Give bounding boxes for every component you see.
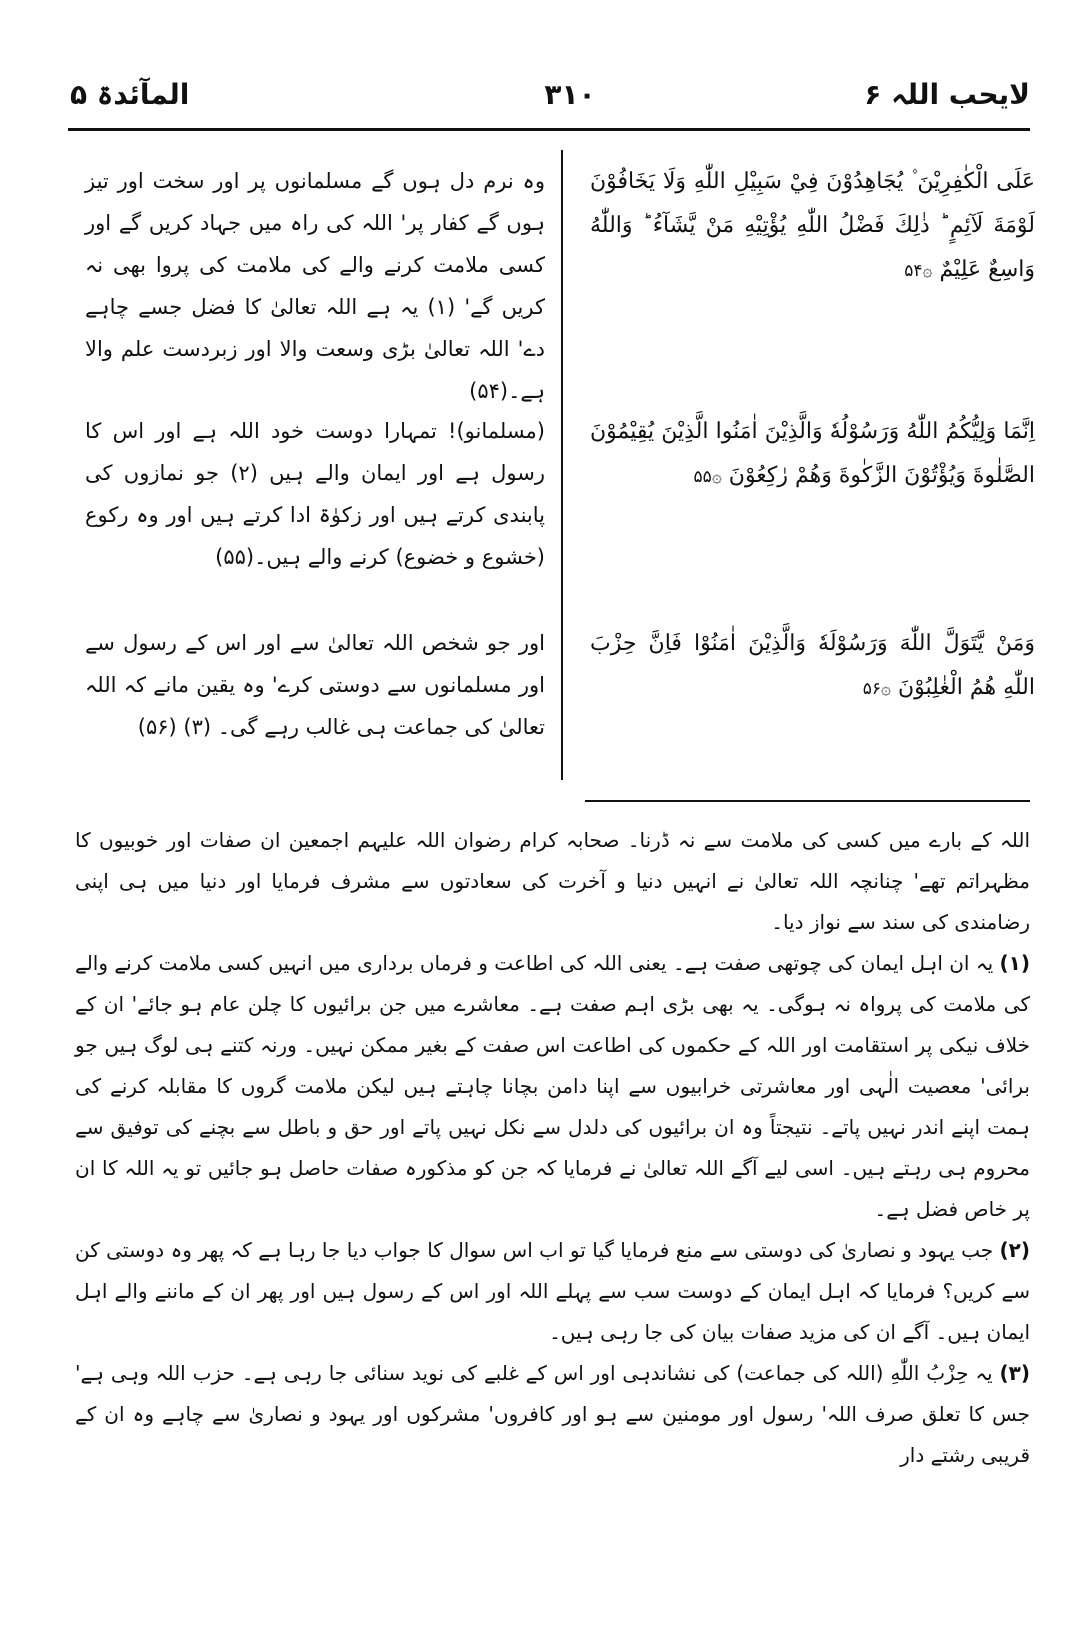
urdu-translation: وہ نرم دل ہوں گے مسلمانوں پر اور سخت اور تیز ہوں گے کفار پر' اللہ کی راہ میں جہاد کریں گے اور کسی ملامت کرنے والے کی ملامت کی پروا بھی نہ کریں گے' (۱) یہ ہے اللہ تعالیٰ کا فضل جسے چاہے دے' اللہ تعالیٰ بڑی وسعت والا اور زبردست علم والا ہے۔(۵۴) <box>85 169 545 403</box>
footnote-marker: (۱) <box>999 951 1030 975</box>
arabic-verse: اِنَّمَا وَلِيُّكُمُ اللّٰهُ وَرَسُوْلُهٗ وَالَّذِيْنَ اٰمَنُوا الَّذِيْنَ يُقِيْمُوْنَ الصَّلٰوةَ وَيُؤْتُوْنَ الزَّكٰوةَ وَهُمْ رٰكِعُوْنَ ۞۵۵ <box>590 419 1035 488</box>
footnote-paragraph <box>75 943 1030 1230</box>
arabic-verse-text: وَمَنْ يَّتَوَلَّ اللّٰهَ وَرَسُوْلَهٗ وَالَّذِيْنَ اٰمَنُوْا فَاِنَّ حِزْبَ اللّٰهِ هُمُ الْغٰلِبُوْنَ <box>590 631 1035 700</box>
page-header <box>70 78 1030 124</box>
footnotes <box>75 820 1030 1476</box>
footnote-text: جب یہود و نصاریٰ کی دوستی سے منع فرمایا گیا تو اب اس سوال کا جواب دیا جا رہا ہے کہ پھر وہ دوستی کن سے کریں؟ فرمایا کہ اہل ایمان کے دوست سب سے پہلے اللہ اور اس کے رسول ہیں اور پھر ان کے ماننے والے اہل ایمان ہیں۔ آگے ان کی مزید صفات بیان کی جا رہی ہیں۔ <box>75 1238 1030 1344</box>
verse-number: ۵۵ <box>693 467 712 487</box>
verse-number: ۵۶ <box>862 679 882 699</box>
footnote-marker: (۳) <box>999 1361 1031 1385</box>
arabic-verse-text: عَلَى الْكٰفِرِيْنَ ۫ يُجَاهِدُوْنَ فِيْ سَبِيْلِ اللّٰهِ وَلَا يَخَافُوْنَ لَوْمَةَ لَآئِمٍ ؕ ذٰلِكَ فَضْلُ اللّٰهِ يُؤْتِيْهِ مَنْ يَّشَآءُ ؕ وَاللّٰهُ وَاسِعٌ عَلِيْمٌ <box>590 169 1035 282</box>
header-rule <box>68 128 1030 131</box>
page-number: ۳۱۰ <box>544 78 596 111</box>
footnote-text: یہ حِزْبُ اللّٰهِ (اللہ کی جماعت) کی نشاندہی اور اس کے غلبے کی نوید سنائی جا رہی ہے۔ حزب اللہ وہی ہے' جس کا تعلق صرف اللہ' رسول اور مومنین سے ہو اور کافروں' مشرکوں اور یہود و نصاریٰ سے چاہے وہ ان کے قریبی رشتے دار <box>75 1361 1030 1467</box>
footnote-paragraph <box>75 1353 1030 1476</box>
footnote-rule <box>585 800 1030 802</box>
footnote-paragraph <box>75 820 1030 943</box>
footnote-text: اللہ کے بارے میں کسی کی ملامت سے نہ ڈرنا۔ صحابہ کرام رضوان اللہ علیہم اجمعین ان صفات اور خوبیوں کا مظہراتم تھے' چنانچہ اللہ تعالیٰ نے انہیں دنیا و آخرت کی سعادتوں سے مشرف فرمایا اور دنیا میں ہی اپنی رضامندی کی سند سے نواز دیا۔ <box>75 828 1030 934</box>
verse-number: ۵۴ <box>904 261 923 281</box>
footnote-paragraph <box>75 1230 1030 1353</box>
arabic-verse-text: اِنَّمَا وَلِيُّكُمُ اللّٰهُ وَرَسُوْلُهٗ وَالَّذِيْنَ اٰمَنُوا الَّذِيْنَ يُقِيْمُوْنَ الصَّلٰوةَ وَيُؤْتُوْنَ الزَّكٰوةَ وَهُمْ رٰكِعُوْنَ <box>590 419 1035 488</box>
surah-name: المآئدۃ ۵ <box>70 78 190 111</box>
arabic-verse: عَلَى الْكٰفِرِيْنَ ۫ يُجَاهِدُوْنَ فِيْ سَبِيْلِ اللّٰهِ وَلَا يَخَافُوْنَ لَوْمَةَ لَآئِمٍ ؕ ذٰلِكَ فَضْلُ اللّٰهِ يُؤْتِيْهِ مَنْ يَّشَآءُ ؕ وَاللّٰهُ وَاسِعٌ عَلِيْمٌ ۞۵۴ <box>590 169 1035 282</box>
footnote-marker: (۲) <box>999 1238 1030 1262</box>
urdu-translation: (مسلمانو)! تمہارا دوست خود اللہ ہے اور اس کا رسول ہے اور ایمان والے ہیں (۲) جو نمازوں کی پابندی کرتے ہیں اور زکوٰۃ ادا کرتے ہیں اور وہ رکوع (خشوع و خضوع) کرنے والے ہیں۔(۵۵) <box>85 419 546 569</box>
urdu-translation: اور جو شخص اللہ تعالیٰ سے اور اس کے رسول سے اور مسلمانوں سے دوستی کرے' وہ یقین مانے کہ اللہ تعالیٰ کی جماعت ہی غالب رہے گی۔ (۳) (۵۶) <box>85 631 545 739</box>
column-divider <box>561 150 563 780</box>
footnote-text: یہ ان اہل ایمان کی چوتھی صفت ہے۔ یعنی اللہ کی اطاعت و فرماں برداری میں انہیں کسی ملامت کرنے والے کی ملامت کی پرواہ نہ ہوگی۔ یہ بھی بڑی اہم صفت ہے۔ معاشرے میں جن برائیوں کا چلن عام ہو جائے' ان کے خلاف نیکی پر استقامت اور اللہ کے حکموں کی اطاعت اس صفت کے بغیر ممکن نہیں۔ ورنہ کتنے ہی لوگ ہیں جو برائی' معصیت الٰہی اور معاشرتی خرابیوں سے اپنا دامن بچانا چاہتے ہیں لیکن ملامت گروں کا مقابلہ کرنے کی ہمت اپنے اندر نہیں پاتے۔ نتیجتاً وہ ان برائیوں کی دلدل سے نکل نہیں پاتے اور حق و باطل سے بچنے کی توفیق سے محروم ہی رہتے ہیں۔ اسی لیے آگے اللہ تعالیٰ نے فرمایا کہ جن کو مذکورہ صفات حاصل ہو جائیں تو یہ اللہ کا ان پر خاص فضل ہے۔ <box>74 951 1030 1221</box>
arabic-verse: وَمَنْ يَّتَوَلَّ اللّٰهَ وَرَسُوْلَهٗ وَالَّذِيْنَ اٰمَنُوْا فَاِنَّ حِزْبَ اللّٰهِ هُمُ الْغٰلِبُوْنَ ۞۵۶ <box>590 631 1035 700</box>
juz-name: لایحب اللہ ۶ <box>864 78 1030 111</box>
